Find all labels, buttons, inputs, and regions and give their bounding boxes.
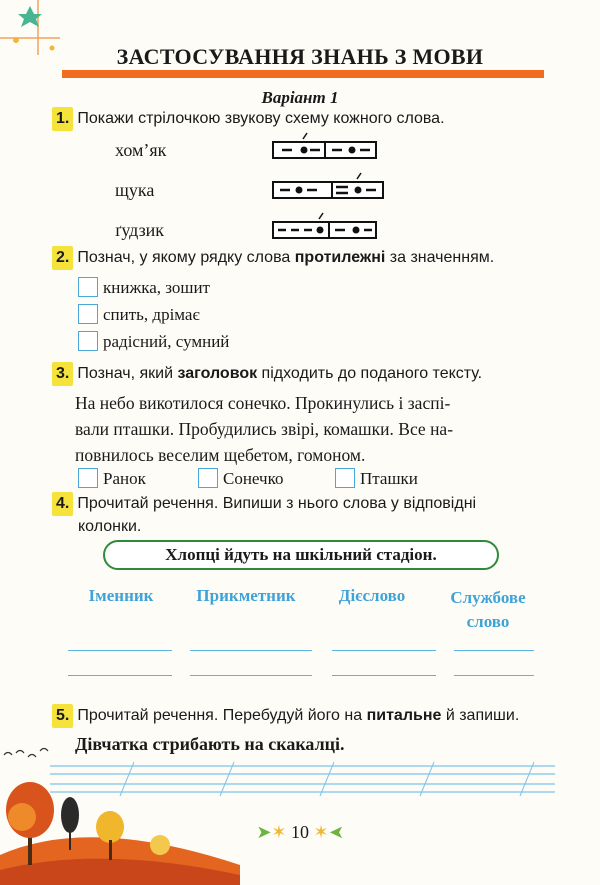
task-3-prompt: 3. Познач, який заголовок підходить до поданого тексту. xyxy=(52,362,482,386)
sound-scheme-1[interactable] xyxy=(272,132,377,160)
task-2-option: спить, дрімає xyxy=(78,304,200,325)
word-3: ґудзик xyxy=(115,220,165,240)
sound-scheme-3[interactable] xyxy=(272,212,377,240)
leaf-right-icon: ➤ xyxy=(328,822,344,842)
answer-line[interactable] xyxy=(190,675,312,676)
task-3-option: Сонечко xyxy=(198,468,284,489)
variant-label: Варіант 1 xyxy=(261,88,339,107)
task-3-paragraph: На небо викотилося сонечко. Прокинулись і заспі- вали пташки. Пробудились звірі, комашки. Все на- повнилось веселим щебетом, гомоном. xyxy=(75,393,454,465)
checkbox[interactable] xyxy=(78,331,98,351)
task-5-prompt: 5. Прочитай речення. Перебудуй його на питальне й запиши. xyxy=(52,704,519,728)
task-2-option: радісний, сумний xyxy=(78,331,229,352)
answer-line[interactable] xyxy=(332,650,436,651)
answer-line[interactable] xyxy=(454,675,534,676)
task-number: 4. xyxy=(52,492,73,516)
task-number: 2. xyxy=(52,246,73,270)
answer-line[interactable] xyxy=(68,675,172,676)
task-3-option: Ранок xyxy=(78,468,146,489)
page-title: ЗАСТОСУВАННЯ ЗНАНЬ З МОВИ xyxy=(116,44,484,69)
column-header-verb: Дієслово xyxy=(338,586,406,605)
page-number: ➤✶ 10 ✶➤ xyxy=(256,822,344,842)
task-1-prompt: 1. Покажи стрілочкою звукову схему кожного слова. xyxy=(52,107,445,131)
task-number: 3. xyxy=(52,362,73,386)
answer-line[interactable] xyxy=(190,650,312,651)
answer-line[interactable] xyxy=(332,675,436,676)
leaf-left-icon: ➤ xyxy=(256,822,272,842)
word-1: хом’як xyxy=(115,140,167,160)
answer-line[interactable] xyxy=(454,650,534,651)
answer-line[interactable] xyxy=(68,650,172,651)
task-2-option: книжка, зошит xyxy=(78,277,210,298)
checkbox[interactable] xyxy=(78,304,98,324)
task-number: 5. xyxy=(52,704,73,728)
checkbox[interactable] xyxy=(78,277,98,297)
sound-scheme-2[interactable] xyxy=(272,172,384,200)
title-underline xyxy=(62,70,544,78)
checkbox[interactable] xyxy=(335,468,355,488)
column-header-function-word: Службове слово xyxy=(450,588,526,631)
column-header-noun: Іменник xyxy=(88,586,154,605)
task-3-option: Пташки xyxy=(335,468,418,489)
task-number: 1. xyxy=(52,107,73,131)
task-4-prompt: 4. Прочитай речення. Випиши з нього слова у відповідні колонки. xyxy=(52,492,562,538)
checkbox[interactable] xyxy=(78,468,98,488)
word-2: щука xyxy=(115,180,155,200)
task-2-prompt: 2. Познач, у якому рядку слова протилежні за значенням. xyxy=(52,246,494,270)
autumn-landscape-illustration xyxy=(0,745,240,885)
column-header-adjective: Прикметник xyxy=(196,586,296,605)
task-4-sentence: Хлопці йдуть на шкільний стадіон. xyxy=(103,540,499,570)
task-5-sentence: Дівчатка стрибають на скакалці. xyxy=(75,734,345,754)
checkbox[interactable] xyxy=(198,468,218,488)
